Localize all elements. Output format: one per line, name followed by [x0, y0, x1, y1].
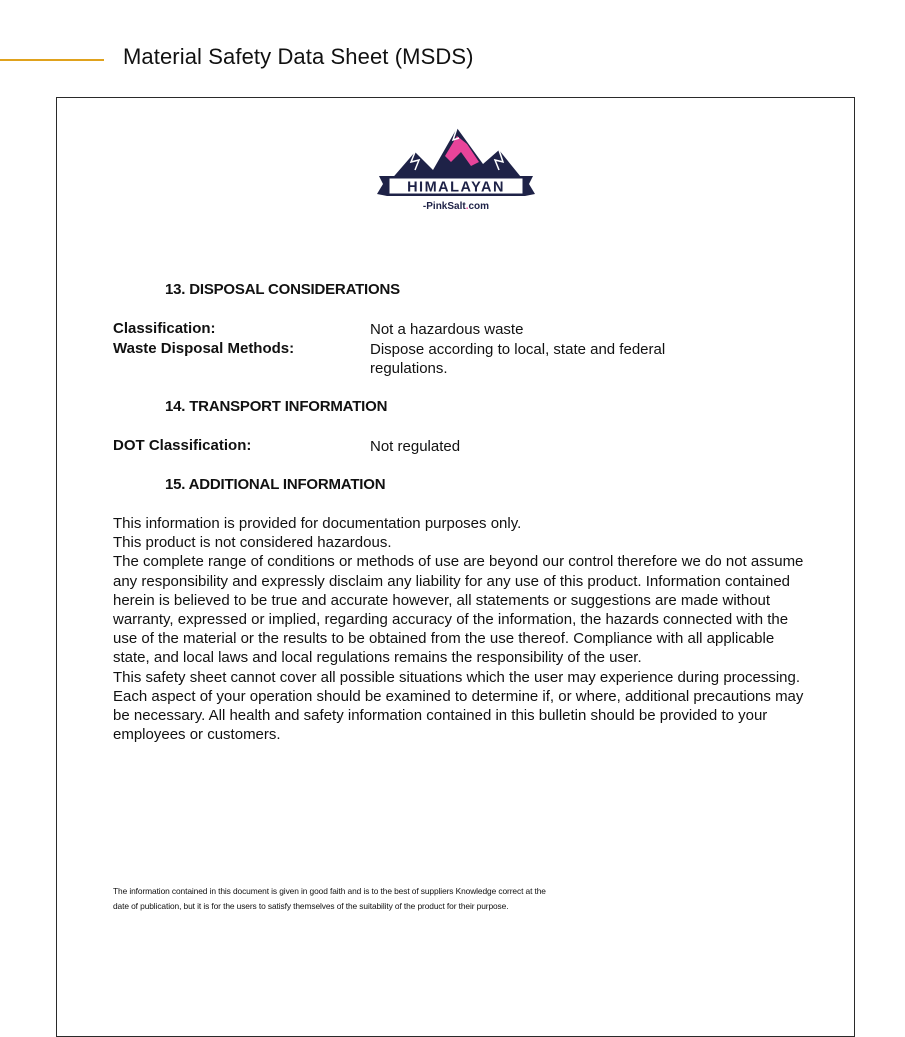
- footnote-disclaimer: [113, 884, 753, 914]
- footnote-line: The information contained in this document is given in good faith and is to the best of suppliers Knowledge correct at the: [113, 886, 546, 896]
- paragraph: The complete range of conditions or methods of use are beyond our control therefore we do not assume any responsibility and expressly disclaim any liability for any use of this product. Information contained herein is believed to be true and accurate however, all statements or suggestions are made without warranty, expressed or implied, regarding accuracy of the information, the hazards connected with the use of the material or the results to be obtained from the use thereof. Compliance with all applicable state, and local laws and local regulations remains the responsibility of the user.: [113, 553, 804, 667]
- dot-classification-label: DOT Classification:: [113, 437, 252, 454]
- mountain-logo-icon: [375, 122, 537, 218]
- dot-classification-value: Not regulated: [370, 438, 461, 455]
- section-heading-disposal: 13. DISPOSAL CONSIDERATIONS: [165, 281, 400, 298]
- section-heading-additional: 15. ADDITIONAL INFORMATION: [165, 476, 386, 493]
- section-heading-transport: 14. TRANSPORT INFORMATION: [165, 398, 388, 415]
- logo-domain-text: -PinkSalt.com: [422, 201, 490, 212]
- additional-information-body: [113, 514, 813, 744]
- paragraph: This safety sheet cannot cover all possible situations which the user may experience during processing.: [113, 668, 801, 686]
- logo-brand-text: HIMALAYAN: [407, 179, 505, 196]
- himalayan-pinksalt-logo: [375, 122, 537, 218]
- accent-line: [0, 59, 104, 61]
- footnote-line: date of publication, but it is for the users to satisfy themselves of the suitability of the product for their purpose.: [113, 901, 509, 911]
- paragraph: Each aspect of your operation should be examined to determine if, or where, additional precautions may be necessary. All health and safety information contained in this bulletin should be provided to your employees or customers.: [113, 687, 804, 744]
- paragraph: This information is provided for documentation purposes only.: [113, 515, 522, 532]
- waste-disposal-value: Dispose according to local, state and federal regulations.: [370, 341, 666, 377]
- classification-value: Not a hazardous waste: [370, 321, 524, 338]
- page-title: Material Safety Data Sheet (MSDS): [123, 44, 474, 69]
- paragraph: This product is not considered hazardous.: [113, 534, 392, 552]
- classification-label: Classification:: [113, 320, 216, 337]
- waste-disposal-label: Waste Disposal Methods:: [113, 340, 295, 357]
